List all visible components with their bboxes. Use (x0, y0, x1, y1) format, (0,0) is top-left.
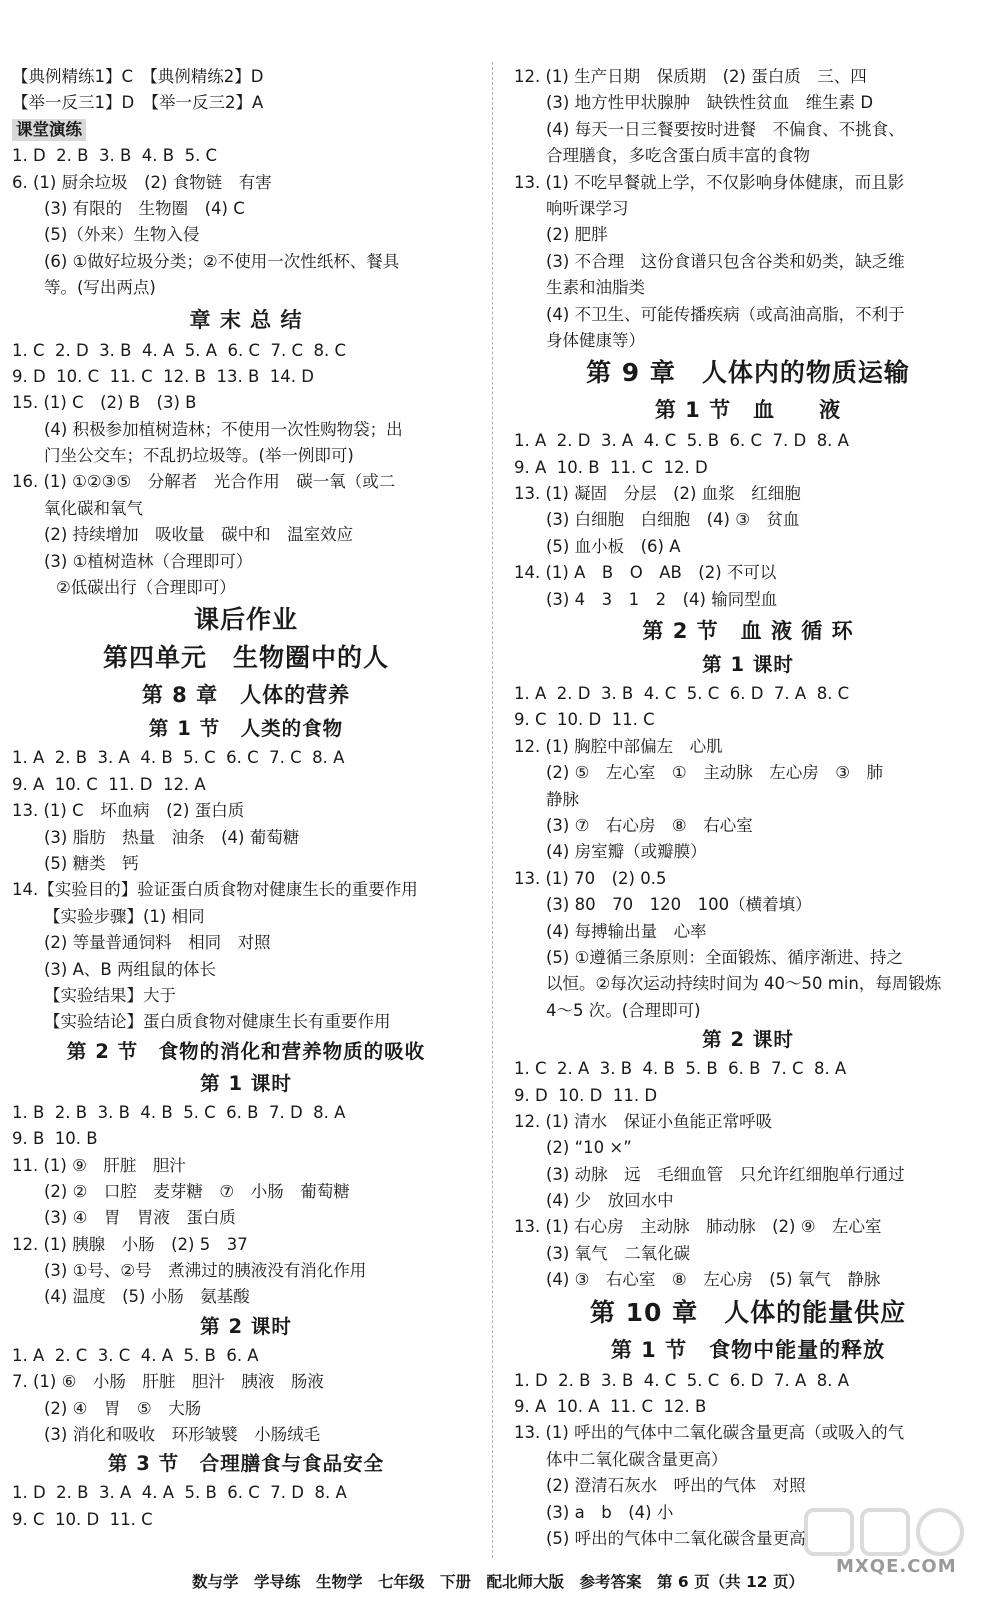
answer-line: 1. A 2. D 3. A 4. C 5. B 6. C 7. D 8. A (514, 431, 849, 451)
section-label-row (12, 117, 480, 143)
answer-line: 1. A 2. C 3. C 4. A 5. B 6. A (12, 1345, 259, 1365)
answer-line: 13. (1) 70 (2) 0.5 (514, 868, 667, 888)
answer-line: 13. (1) 右心房 主动脉 肺动脉 (2) ⑨ 左心室 (514, 1217, 882, 1237)
answer-line: (4) 不卫生、可能传播疾病（或高油高脂，不利于 (546, 304, 905, 324)
answer-line: (4) 房室瓣（或瓣膜） (546, 842, 707, 862)
column-divider (492, 62, 493, 1558)
answer-line: 1. C 2. D 3. B 4. A 5. A 6. C 7. C 8. C (12, 340, 347, 360)
answer-line: (3) 4 3 1 2 (4) 输同型血 (546, 589, 778, 609)
answer-line: (3) 白细胞 白细胞 (4) ③ 贫血 (546, 510, 800, 530)
answer-line: (3) a b (4) 小 (546, 1502, 674, 1522)
answer-line: 身体健康等） (546, 330, 645, 350)
answer-line: (3) ①植树造林（合理即可） (44, 551, 253, 571)
answer-line: 以恒。②每次运动持续时间为 40～50 min，每周锻炼 (546, 974, 942, 994)
answer-line: 11. (1) ⑨ 肝脏 胆汁 (12, 1155, 186, 1175)
answer-line: 12. (1) 清水 保证小鱼能正常呼吸 (514, 1111, 773, 1131)
answer-line: 9. A 10. B 11. C 12. D (514, 457, 708, 477)
answer-line: (2) “10 ×” (546, 1138, 632, 1158)
section-heading: 第 1 节 食物中能量的释放 (610, 1337, 886, 1362)
answer-line: (4) 少 放回水中 (546, 1191, 674, 1211)
answer-line: (3) 地方性甲状腺肿 缺铁性贫血 维生素 D (546, 93, 874, 113)
answer-line: 1. B 2. B 3. B 4. B 5. C 6. B 7. D 8. A (12, 1102, 346, 1122)
section-heading: 第 3 节 合理膳食与食品安全 (107, 1452, 385, 1476)
answer-line: (3) 脂肪 热量 油条 (4) 葡萄糖 (44, 827, 300, 847)
answer-line: 16. (1) ①②③⑤ 分解者 光合作用 碳一氧（或二 (12, 472, 396, 492)
answer-line: 4～5 次。(合理即可) (546, 1000, 701, 1020)
answer-line: (3) 不合理 这份食谱只包含谷类和奶类，缺乏维 (546, 251, 905, 271)
answer-line: 等。(写出两点) (44, 278, 156, 298)
answer-line: 1. C 2. A 3. B 4. B 5. B 6. B 7. C 8. A (514, 1059, 847, 1079)
answer-line: 1. D 2. B 3. B 4. C 5. C 6. D 7. A 8. A (514, 1370, 849, 1390)
section-heading: 第 2 课时 (200, 1314, 292, 1338)
answer-line: (2) 持续增加 吸收量 碳中和 温室效应 (44, 525, 354, 545)
answer-line: (4) 温度 (5) 小肠 氨基酸 (44, 1287, 250, 1307)
answer-line: 12. (1) 生产日期 保质期 (2) 蛋白质 三、四 (514, 67, 867, 86)
answer-line: 9. A 10. C 11. D 12. A (12, 774, 206, 794)
answer-line: (6) ①做好垃圾分类；②不使用一次性纸杯、餐具 (44, 251, 400, 271)
answer-line: 【典例精练1】C 【典例精练2】D (12, 67, 264, 86)
section-heading: 第 1 课时 (702, 653, 794, 677)
section-heading: 第 2 节 血 液 循 环 (642, 619, 854, 644)
answer-line: (3) 消化和吸收 环形皱襞 小肠绒毛 (44, 1425, 321, 1445)
answer-line: (2) 等量普通饲料 相同 对照 (44, 933, 271, 953)
answer-line: 9. C 10. D 11. C (12, 1509, 153, 1529)
section-heading: 第 1 节 人类的食物 (148, 717, 344, 741)
answer-line: 13. (1) 呼出的气体中二氧化碳含量更高（或吸入的气 (514, 1423, 905, 1443)
answer-line: 体中二氧化碳含量更高） (546, 1449, 728, 1469)
section-heading: 第 2 课时 (702, 1028, 794, 1052)
section-heading: 第 8 章 人体的营养 (141, 683, 351, 708)
answer-line: ②低碳出行（合理即可） (56, 578, 236, 598)
answer-line: (3) 氧气 二氧化碳 (546, 1243, 691, 1263)
answer-line: (2) ② 口腔 麦芽糖 ⑦ 小肠 葡萄糖 (44, 1181, 350, 1201)
answer-line: (4) 每天一日三餐要按时进餐 不偏食、不挑食、 (546, 119, 905, 139)
answer-line: (3) A、B 两组鼠的体长 (44, 959, 216, 979)
answer-line: 门坐公交车；不乱扔垃圾等。(举一例即可) (44, 446, 354, 466)
answer-line: 7. (1) ⑥ 小肠 肝脏 胆汁 胰液 肠液 (12, 1372, 324, 1392)
answer-line: 14. (1) A B O AB (2) 不可以 (514, 563, 777, 583)
answer-line: 【实验步骤】(1) 相同 (44, 906, 205, 926)
answer-line: 生素和油脂类 (546, 278, 645, 298)
answer-line: (2) ④ 胃 ⑤ 大肠 (44, 1398, 202, 1418)
answer-line: 13. (1) 凝固 分层 (2) 血浆 红细胞 (514, 484, 801, 504)
answer-line: 9. D 10. D 11. D (514, 1085, 658, 1105)
answer-line: 1. A 2. D 3. B 4. C 5. C 6. D 7. A 8. C (514, 684, 850, 704)
answer-line: 9. B 10. B (12, 1129, 98, 1149)
answer-line: (4) 每搏输出量 心率 (546, 921, 707, 941)
page-footer: 数与学 学导练 生物学 七年级 下册 配北师大版 参考答案 第 6 页（共 12 页） (192, 1573, 804, 1591)
answer-line: 9. C 10. D 11. C (514, 710, 655, 730)
section-label: 课堂演练 (12, 119, 86, 141)
answer-line: (2) 澄清石灰水 呼出的气体 对照 (546, 1476, 806, 1496)
answer-line: 【实验结论】蛋白质食物对健康生长有重要作用 (44, 1012, 391, 1032)
answer-line: (3) ④ 胃 胃液 蛋白质 (44, 1208, 236, 1228)
answer-line: (3) ⑦ 右心房 ⑧ 右心室 (546, 815, 753, 835)
section-heading: 第 10 章 人体的能量供应 (589, 1297, 907, 1327)
answer-line: (3) ①号、②号 煮沸过的胰液没有消化作用 (44, 1261, 367, 1281)
answer-line: (4) 积极参加植树造林；不使用一次性购物袋；出 (44, 419, 403, 439)
answer-line: (3) 动脉 远 毛细血管 只允许红细胞单行通过 (546, 1164, 905, 1184)
answer-line: 6. (1) 厨余垃圾 (2) 食物链 有害 (12, 172, 272, 192)
answer-line: 9. D 10. C 11. C 12. B 13. B 14. D (12, 366, 314, 386)
answer-line: 静脉 (546, 789, 579, 809)
answer-line: 合理膳食，多吃含蛋白质丰富的食物 (546, 146, 810, 166)
answer-line: 15. (1) C (2) B (3) B (12, 393, 197, 413)
answer-line: (5) ①遵循三条原则：全面锻炼、循序渐进、持之 (546, 947, 903, 967)
answer-line: 12. (1) 胸腔中部偏左 心肌 (514, 736, 723, 756)
section-heading: 第 1 节 血 液 (654, 398, 842, 423)
answer-line: 12. (1) 胰腺 小肠 (2) 5 37 (12, 1234, 248, 1254)
answer-line: 【实验结果】大于 (44, 985, 176, 1005)
answer-line: (5) 糖类 钙 (44, 853, 139, 873)
answer-line: 13. (1) C 坏血病 (2) 蛋白质 (12, 801, 245, 821)
answer-line: 氧化碳和氧气 (44, 498, 143, 518)
answer-line: 13. (1) 不吃早餐就上学，不仅影响身体健康，而且影 (514, 172, 905, 192)
answer-line: 【举一反三1】D 【举一反三2】A (12, 93, 264, 113)
answer-line: (2) ⑤ 左心室 ① 主动脉 左心房 ③ 肺 (546, 763, 883, 783)
section-heading: 第四单元 生物圈中的人 (102, 643, 389, 673)
answer-line: (5) 血小板 (6) A (546, 536, 681, 556)
section-heading: 第 1 课时 (200, 1071, 292, 1095)
section-heading: 第 9 章 人体内的物质运输 (586, 358, 910, 388)
watermark-url: MXQE.COM (836, 1556, 957, 1577)
answer-line: (3) 80 70 120 100（横着填） (546, 895, 812, 915)
answer-line: 14.【实验目的】验证蛋白质食物对健康生长的重要作用 (12, 880, 418, 900)
answer-line: 1. A 2. B 3. A 4. B 5. C 6. C 7. C 8. A (12, 748, 345, 768)
answer-line: 1. D 2. B 3. B 4. B 5. C (12, 146, 218, 166)
answer-line: 1. D 2. B 3. A 4. A 5. B 6. C 7. D 8. A (12, 1483, 347, 1503)
section-heading: 课后作业 (193, 605, 298, 635)
answer-line: (4) ③ 右心室 ⑧ 左心房 (5) 氧气 静脉 (546, 1270, 881, 1290)
answer-line: (2) 肥胖 (546, 225, 608, 245)
answer-line: (3) 有限的 生物圈 (4) C (44, 198, 245, 218)
answer-line: 响听课学习 (546, 198, 629, 218)
section-heading: 章 末 总 结 (189, 307, 303, 332)
left-answer-column (12, 64, 480, 1533)
right-answer-column (514, 64, 982, 1552)
answer-line: (5)（外来）生物入侵 (44, 225, 200, 245)
answer-line: (5) 呼出的气体中二氧化碳含量更高 (546, 1528, 806, 1548)
answer-line: 9. A 10. A 11. C 12. B (514, 1397, 707, 1417)
section-heading: 第 2 节 食物的消化和营养物质的吸收 (66, 1039, 426, 1063)
